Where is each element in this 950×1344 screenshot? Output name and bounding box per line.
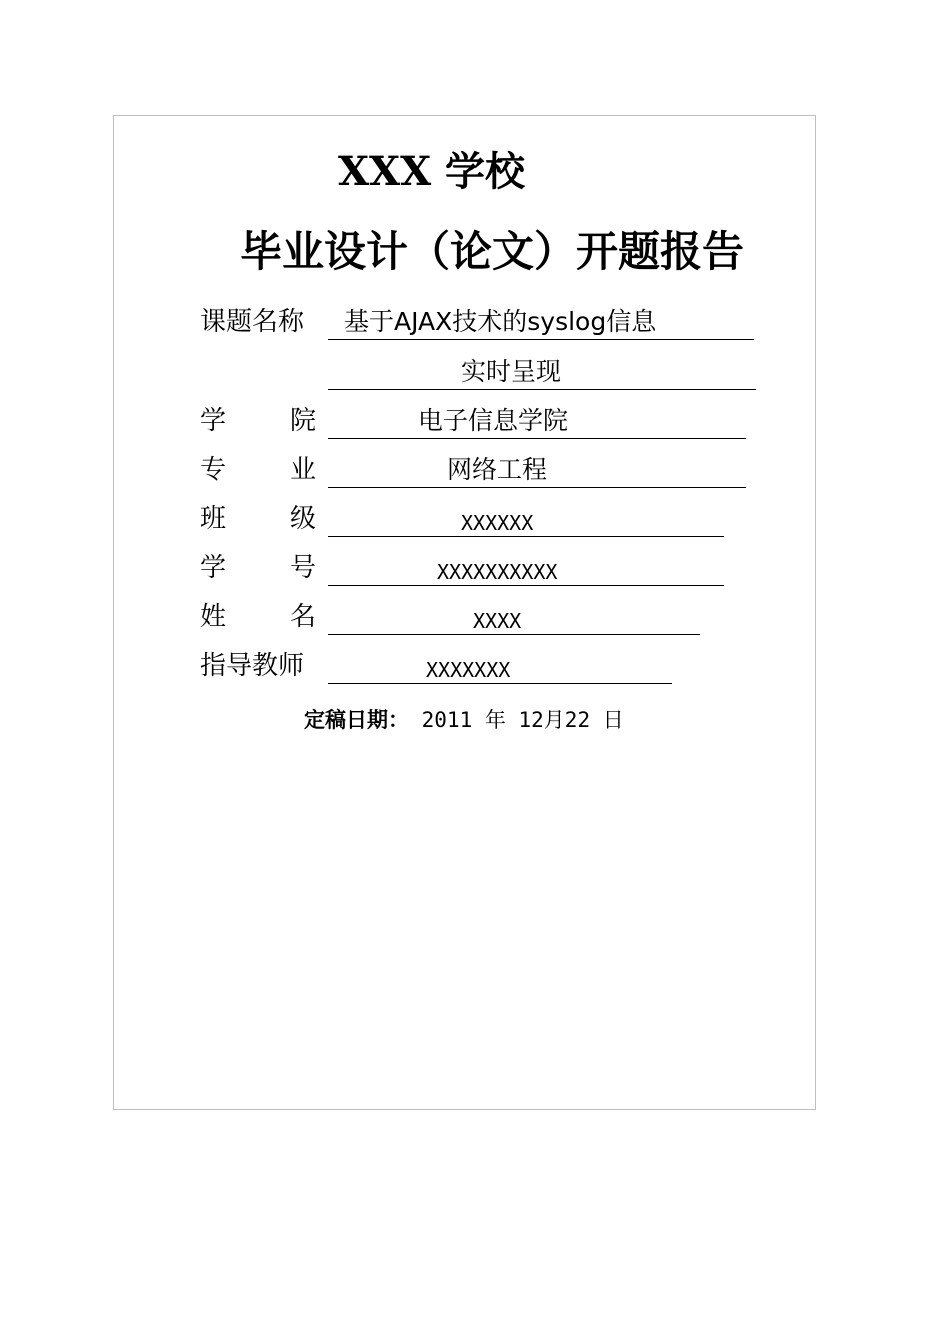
major-label: 专 业 (200, 455, 316, 485)
name-label: 姓 名 (200, 602, 316, 632)
finalized-date (304, 705, 624, 735)
advisor-row (0, 648, 950, 684)
student-id-label: 学 号 (200, 553, 316, 583)
date-value: 2011 年 12月22 日 (421, 708, 624, 732)
class-value: XXXXXX (461, 511, 534, 535)
topic-row-continued (0, 354, 950, 390)
college-label: 学 院 (200, 406, 316, 436)
topic-value-line2: 实时呈现 (461, 357, 562, 386)
college-row (0, 403, 950, 439)
class-row (0, 501, 950, 537)
class-label: 班 级 (200, 504, 316, 534)
topic-label: 课题名称 (200, 307, 305, 337)
student-id-value: XXXXXXXXXX (437, 560, 558, 584)
major-value: 网络工程 (447, 455, 548, 484)
advisor-value: XXXXXXX (426, 658, 511, 682)
topic-value-line1: 基于AJAX技术的syslog信息 (344, 307, 657, 336)
school-name: XXX 学校 (338, 148, 526, 195)
report-title: 毕业设计（论文）开题报告 (240, 227, 745, 276)
advisor-label: 指导教师 (200, 651, 305, 681)
topic-row (0, 304, 950, 340)
major-row (0, 452, 950, 488)
name-value: XXXX (473, 609, 522, 633)
name-row (0, 599, 950, 635)
date-label: 定稿日期： (304, 708, 409, 732)
student-id-row (0, 550, 950, 586)
college-value: 电子信息学院 (418, 406, 569, 435)
